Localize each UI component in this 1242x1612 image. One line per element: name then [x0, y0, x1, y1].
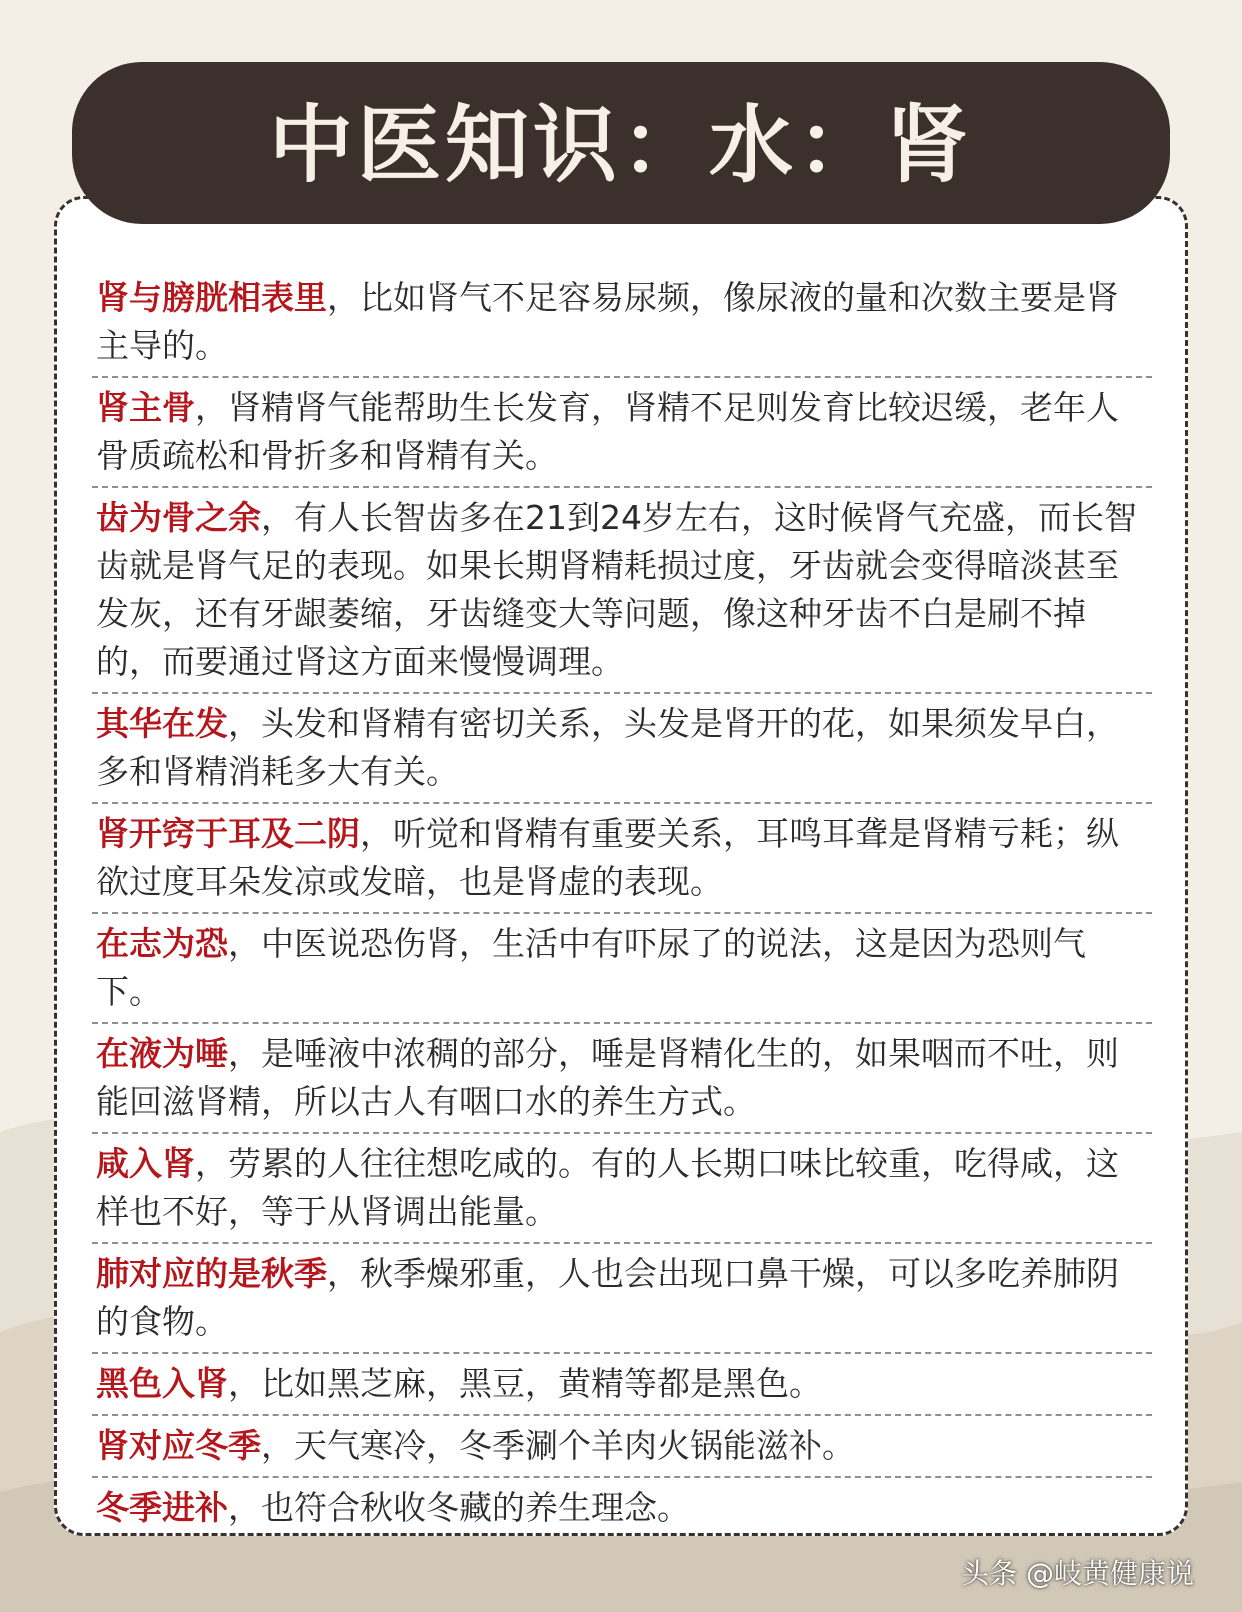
entry-item — [92, 1478, 1152, 1538]
entry-keyword: 在志为恐 — [96, 924, 228, 963]
title-banner — [72, 62, 1170, 224]
entry-item — [92, 914, 1152, 1024]
entry-item — [92, 1416, 1152, 1478]
entry-text: ，秋季燥邪重，人也会出现口鼻干燥，可以多吃养肺阴的食物。 — [96, 1254, 1119, 1341]
entry-item — [92, 1134, 1152, 1244]
entry-keyword: 其华在发 — [96, 704, 228, 743]
page-title: 中医知识：水：肾 — [268, 95, 973, 194]
entry-keyword: 在液为唾 — [96, 1034, 228, 1073]
entry-text: ，比如黑芝麻，黑豆，黄精等都是黑色。 — [228, 1364, 822, 1403]
entry-item — [92, 694, 1152, 804]
entry-keyword: 冬季进补 — [96, 1488, 228, 1527]
entry-item — [92, 1244, 1152, 1354]
entry-item — [92, 378, 1152, 488]
entry-keyword: 肺对应的是秋季 — [96, 1254, 327, 1293]
entry-text: ，比如肾气不足容易尿频，像尿液的量和次数主要是肾主导的。 — [96, 278, 1119, 365]
entry-text: ，听觉和肾精有重要关系，耳鸣耳聋是肾精亏耗；纵欲过度耳朵发凉或发暗，也是肾虚的表现。 — [96, 814, 1119, 901]
entry-keyword: 肾与膀胱相表里 — [96, 278, 327, 317]
entry-list — [92, 268, 1152, 1538]
entry-text: ，天气寒冷，冬季涮个羊肉火锅能滋补。 — [261, 1426, 855, 1465]
entry-item — [92, 804, 1152, 914]
entry-text: ，有人长智齿多在21到24岁左右，这时候肾气充盛，而长智齿就是肾气足的表现。如果长期肾精耗损过度，牙齿就会变得暗淡甚至发灰，还有牙龈萎缩，牙齿缝变大等问题，像这种牙齿不白是刷不掉的，而要通过肾这方面来慢慢调理。 — [96, 498, 1137, 681]
entry-text: ，肾精肾气能帮助生长发育，肾精不足则发育比较迟缓，老年人骨质疏松和骨折多和肾精有关。 — [96, 388, 1119, 475]
entry-item — [92, 1024, 1152, 1134]
entry-text: ，劳累的人往往想吃咸的。有的人长期口味比较重，吃得咸，这样也不好，等于从肾调出能量。 — [96, 1144, 1119, 1231]
entry-item — [92, 488, 1152, 694]
watermark: 头条 @岐黄健康说 — [961, 1557, 1194, 1590]
entry-keyword: 肾对应冬季 — [96, 1426, 261, 1465]
entry-text: ，也符合秋收冬藏的养生理念。 — [228, 1488, 690, 1527]
entry-keyword: 咸入肾 — [96, 1144, 195, 1183]
entry-text: ，头发和肾精有密切关系，头发是肾开的花，如果须发早白，多和肾精消耗多大有关。 — [96, 704, 1119, 791]
entry-text: ，是唾液中浓稠的部分，唾是肾精化生的，如果咽而不吐，则能回滋肾精，所以古人有咽口水的养生方式。 — [96, 1034, 1119, 1121]
entry-item — [92, 268, 1152, 378]
entry-keyword: 齿为骨之余 — [96, 498, 261, 537]
entry-keyword: 肾主骨 — [96, 388, 195, 427]
entry-keyword: 肾开窍于耳及二阴 — [96, 814, 360, 853]
entry-item — [92, 1354, 1152, 1416]
entry-text: ，中医说恐伤肾，生活中有吓尿了的说法，这是因为恐则气下。 — [96, 924, 1086, 1011]
entry-keyword: 黑色入肾 — [96, 1364, 228, 1403]
